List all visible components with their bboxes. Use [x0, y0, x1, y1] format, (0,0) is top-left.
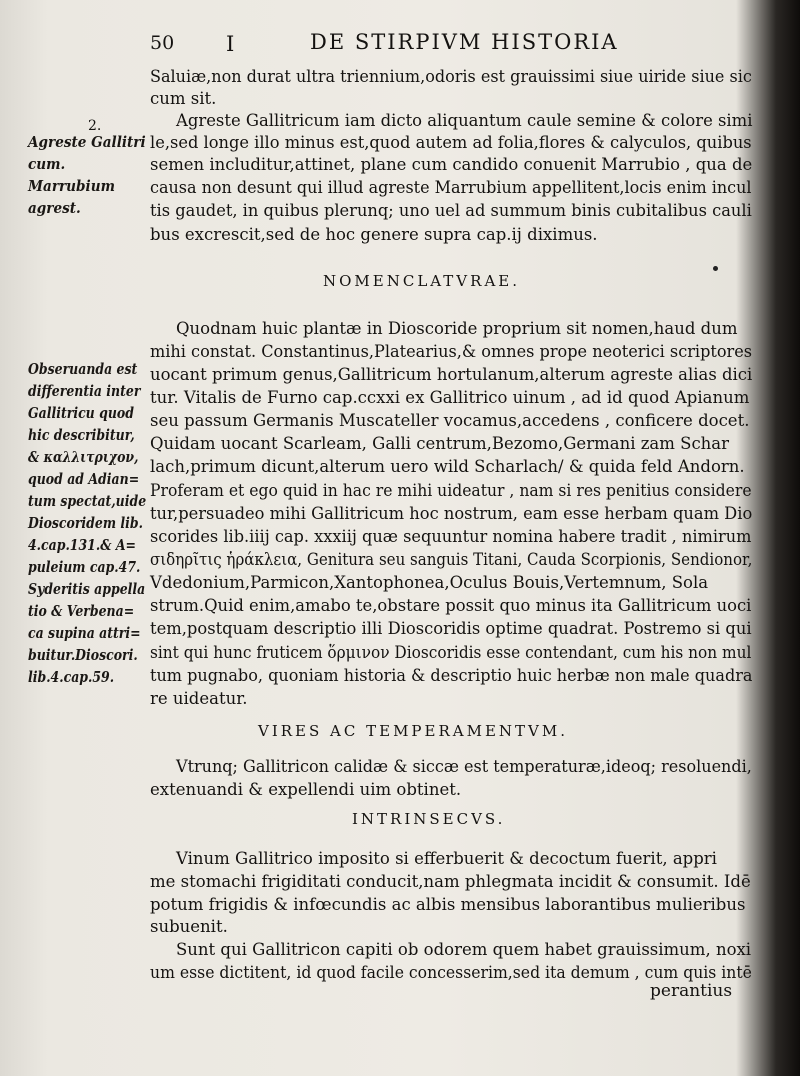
- sidenote-line: Agreste Gallitri: [28, 134, 146, 151]
- text-line: tur. Vitalis de Furno cap.ccxxi ex Gallitrico uinum , ad id quod Apianum: [150, 388, 750, 407]
- text-line: Quidam uocant Scarleam, Galli centrum,Bezomo,Germani zam Schar: [150, 434, 730, 453]
- text-line: lach,primum dicunt,alterum uero wild Scharlach/ & quida feld Andorn.: [150, 457, 745, 476]
- ink-speck: [713, 266, 718, 271]
- text-line: um esse dictitent, id quod facile concesserim,sed ita demum , cum quis intē: [150, 963, 752, 982]
- running-head-title: DE STIRPIVM HISTORIA: [310, 30, 619, 54]
- text-line: cum sit.: [150, 89, 217, 108]
- text-line: Saluiæ,non durat ultra triennium,odoris est grauissimi siue uiride siue sic: [150, 67, 752, 86]
- text-line: scorides lib.iiij cap. xxxiij quæ sequuntur nomina habere tradit , nimirum: [150, 527, 752, 546]
- text-line: re uideatur.: [150, 689, 248, 708]
- text-line: bus excrescit,sed de hoc genere supra cap.ij diximus.: [150, 225, 598, 244]
- text-line: extenuandi & expellendi uim obtinet.: [150, 780, 462, 799]
- sidenote-line: Obseruanda est: [28, 361, 138, 378]
- sidenote-line: tum spectat,uide: [28, 493, 147, 510]
- section-heading-nomenclaturae: NOMENCLATVRAE.: [323, 272, 520, 290]
- header-rule: I: [226, 32, 237, 56]
- text-line: tum pugnabo, quoniam historia & descriptio huic herbæ non male quadra: [150, 666, 753, 685]
- text-line: Sunt qui Gallitricon capiti ob odorem quem habet grauissimum, noxi: [176, 940, 752, 959]
- text-line: tur,persuadeo mihi Gallitricum hoc nostrum, eam esse herbam quam Dio: [150, 504, 753, 523]
- section-heading-intrinsecus: INTRINSECVS.: [352, 810, 506, 828]
- text-line: uocant primum genus,Gallitricum hortulanum,alterum agreste alias dici: [150, 365, 753, 384]
- text-line: Quodnam huic plantæ in Dioscoride proprium sit nomen,haud dum: [176, 319, 738, 338]
- text-line: me stomachi frigiditati conducit,nam phlegmata incidit & consumit. Idē: [150, 872, 751, 891]
- sidenote-line: puleium cap.47.: [28, 559, 141, 576]
- text-line: σιδηρῖτις ἡράκλεια, Genitura seu sanguis Titani, Cauda Scorpionis, Sendionor,: [150, 550, 753, 569]
- text-line: strum.Quid enim,amabo te,obstare possit quo minus ita Gallitricum uoci: [150, 596, 752, 615]
- sidenote-line: Marrubium: [28, 178, 115, 195]
- text-line: Agreste Gallitricum iam dicto aliquantum caule semine & colore simi: [176, 111, 753, 130]
- sidenote-differentia: [28, 358, 146, 688]
- text-line: potum frigidis & infœcundis ac albis mensibus laborantibus mulieribus: [150, 895, 746, 914]
- text-line: Vtrunq; Gallitricon calidæ & siccæ est temperaturæ,ideoq; resoluendi,: [176, 757, 752, 776]
- sidenote-line: lib.4.cap.59.: [28, 669, 115, 686]
- margin-number: 2.: [88, 118, 102, 134]
- text-line: sint qui hunc fruticem ὅρμινον Dioscoridis esse contendant, cum his non mul: [150, 643, 752, 662]
- running-header: [150, 30, 670, 60]
- page-number: 50: [150, 32, 175, 54]
- text-line: semen includitur,attinet, plane cum candido conuenit Marrubio , qua de: [150, 155, 753, 174]
- text-line: tis gaudet, in quibus plerunq; uno uel ad summum binis cubitalibus cauli: [150, 201, 752, 220]
- sidenote-line: Gallitricu quod: [28, 405, 134, 422]
- sidenote-agreste: [28, 132, 146, 220]
- sidenote-line: cum.: [28, 156, 66, 173]
- sidenote-line: ca supina attri=: [28, 625, 141, 642]
- sidenote-line: Dioscoridem lib.: [28, 515, 143, 532]
- text-line: Proferam et ego quid in hac re mihi uideatur , nam si res penitius considere: [150, 481, 752, 500]
- text-line: Vinum Gallitrico imposito si efferbuerit & decoctum fuerit, appri: [176, 849, 717, 868]
- text-line: le,sed longe illo minus est,quod autem ad folia,flores & calyculos, quibus: [150, 133, 752, 152]
- text-line: causa non desunt qui illud agreste Marrubium appellitent,locis enim incul: [150, 178, 752, 197]
- text-line: subuenit.: [150, 917, 228, 936]
- sidenote-line: differentia inter: [28, 383, 141, 400]
- catchword: perantius: [650, 981, 733, 1001]
- text-line: tem,postquam descriptio illi Dioscoridis optime quadrat. Postremo si qui: [150, 619, 752, 638]
- sidenote-line: quod ad Adian=: [28, 471, 140, 488]
- text-line: Vdedonium,Parmicon,Xantophonea,Oculus Bouis,Vertemnum, Sola: [150, 573, 709, 592]
- sidenote-line: Syderitis appella: [28, 581, 146, 598]
- sidenote-line: hic describitur,: [28, 427, 135, 444]
- text-line: mihi constat. Constantinus,Platearius,& omnes prope neoterici scriptores: [150, 342, 753, 361]
- sidenote-line: 4.cap.131.& A=: [28, 537, 136, 554]
- section-heading-vires: VIRES AC TEMPERAMENTVM.: [258, 722, 569, 740]
- text-line: seu passum Germanis Muscateller vocamus,accedens , conficere docet.: [150, 411, 750, 430]
- sidenote-line: & καλλιτριχον,: [28, 449, 139, 466]
- sidenote-line: agrest.: [28, 200, 81, 217]
- sidenote-line: buitur.Dioscori.: [28, 647, 138, 664]
- sidenote-line: tio & Verbena=: [28, 603, 135, 620]
